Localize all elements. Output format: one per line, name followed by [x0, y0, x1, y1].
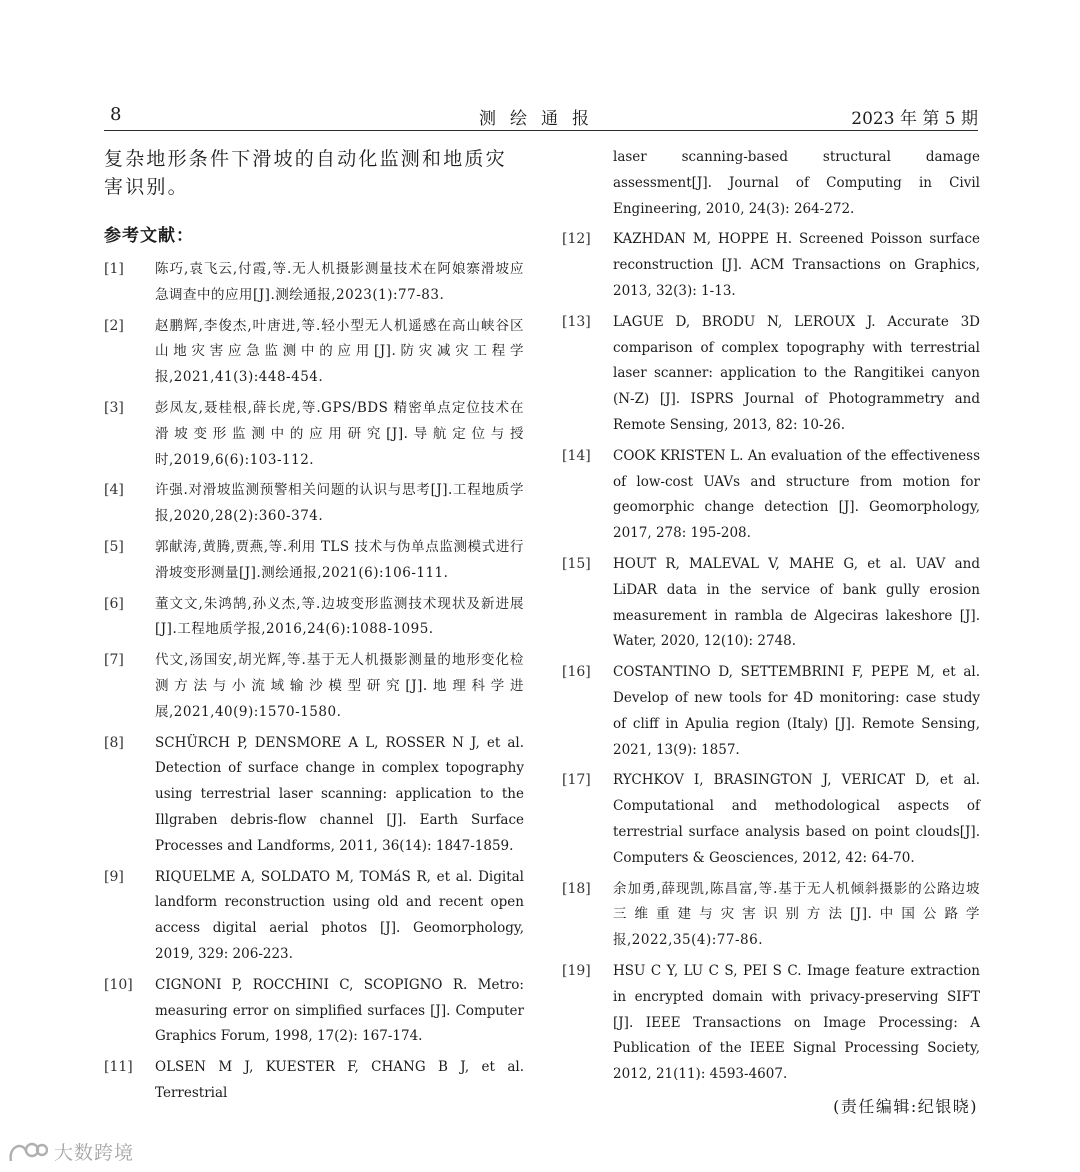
reference-item: [562, 444, 980, 547]
reference-text: LAGUE D, BRODU N, LEROUX J. Accurate 3D comparison of complex topography with terrestrial laser scanner: application to the Rangitikei canyon (N-Z) [J]. ISPRS Journal of Photogrammetry and Remote Sensing, 2013, 82: 10-26.: [613, 313, 980, 433]
reference-number: [5]: [104, 538, 124, 555]
reference-text: HOUT R, MALEVAL V, MAHE G, et al. UAV and LiDAR data in the service of bank gully erosion measurement in rambla de Algeciras lakeshore [J]. Water, 2020, 12(10): 2748.: [613, 555, 980, 650]
reference-number: [19]: [562, 962, 591, 979]
reference-text: OLSEN M J, KUESTER F, CHANG B J, et al. Terrestrial: [155, 1059, 524, 1101]
reference-item: [104, 648, 524, 725]
reference-text: 郭献涛,黄腾,贾燕,等.利用 TLS 技术与伪单点监测模式进行滑坡变形测量[J].测绘通报,2021(6):106-111.: [155, 538, 524, 581]
reference-number: [3]: [104, 399, 124, 416]
reference-text: 陈巧,袁飞云,付霞,等.无人机摄影测量技术在阿娘寨滑坡应急调查中的应用[J].测绘通报,2023(1):77-83.: [155, 261, 524, 303]
reference-item: [104, 314, 524, 391]
page-header: [104, 100, 978, 130]
reference-text: 赵鹏辉,李俊杰,叶唐进,等.轻小型无人机遥感在高山峡谷区山地灾害应急监测中的应用[J].防灾减灾工程学报,2021,41(3):448-454.: [155, 317, 524, 386]
watermark: [8, 1138, 134, 1165]
watermark-text: 大数跨境: [54, 1142, 135, 1164]
references-title: 参考文献：: [104, 226, 194, 246]
right-column: [562, 145, 980, 1117]
reference-item: [104, 592, 524, 644]
reference-text: 余加勇,薛现凯,陈昌富,等.基于无人机倾斜摄影的公路边坡三维重建与灾害识别方法[J].中国公路学报,2022,35(4):77-86.: [613, 880, 980, 949]
reference-item: [104, 396, 524, 473]
reference-text: 董文文,朱鸿鹄,孙义杰,等.边坡变形监测技术现状及新进展[J].工程地质学报,2016,24(6):1088-1095.: [155, 595, 524, 638]
reference-item: [562, 227, 980, 304]
reference-item: [562, 959, 980, 1088]
reference-item: [562, 877, 980, 954]
reference-number: [10]: [104, 976, 133, 993]
reference-text: COSTANTINO D, SETTEMBRINI F, PEPE M, et al. Develop of new tools for 4D monitoring: case study of cliff in Apulia region (Italy) [J]. Remote Sensing, 2021, 13(9): 1857.: [613, 664, 980, 758]
reference-text: SCHÜRCH P, DENSMORE A L, ROSSER N J, et al. Detection of surface change in complex topography using terrestrial laser scanning: application to the Illgraben debris-flow channel [J]. Earth Surface Processes and Landforms, 2011, 36(14): 1847-1859.: [155, 734, 524, 854]
reference-item: [104, 973, 524, 1050]
intro-text: 复杂地形条件下滑坡的自动化监测和地质灾害识别。: [104, 148, 507, 198]
reference-text: KAZHDAN M, HOPPE H. Screened Poisson surface reconstruction [J]. ACM Transactions on Graphics, 2013, 32(3): 1-13.: [613, 231, 980, 299]
reference-text: CIGNONI P, ROCCHINI C, SCOPIGNO R. Metro: measuring error on simplified surfaces [J]. Computer Graphics Forum, 1998, 17(2): 167-174.: [155, 976, 524, 1045]
reference-text: COOK KRISTEN L. An evaluation of the effectiveness of low-cost UAVs and structure from motion for geomorphic change detection [J]. Geomorphology, 2017, 278: 195-208.: [613, 447, 980, 542]
reference-number: [6]: [104, 595, 124, 612]
reference-number: [2]: [104, 317, 124, 334]
reference-text: laser scanning-based structural damage assessment[J]. Journal of Computing in Civil Engineering, 2010, 24(3): 264-272.: [613, 149, 980, 217]
reference-number: [15]: [562, 555, 591, 572]
reference-number: [13]: [562, 313, 591, 330]
page-number: 8: [110, 104, 122, 125]
reference-item: [562, 552, 980, 655]
reference-number: [12]: [562, 231, 591, 248]
reference-item: [104, 1055, 524, 1107]
reference-text: 许强.对滑坡监测预警相关问题的认识与思考[J].工程地质学报,2020,28(2):360-374.: [155, 482, 524, 525]
watermark-logo-icon: [8, 1139, 48, 1165]
reference-continuation: [562, 145, 980, 222]
reference-number: [17]: [562, 772, 591, 789]
reference-number: [14]: [562, 447, 591, 464]
reference-number: [4]: [104, 482, 124, 499]
editor-credit: (责任编辑:纪银晓): [833, 1096, 978, 1116]
reference-number: [18]: [562, 880, 591, 897]
reference-number: [9]: [104, 868, 124, 885]
reference-text: 代文,汤国安,胡光辉,等.基于无人机摄影测量的地形变化检测方法与小流域输沙模型研究[J].地理科学进展,2021,40(9):1570-1580.: [155, 652, 524, 720]
reference-text: 彭凤友,聂桂根,薛长虎,等.GPS/BDS 精密单点定位技术在滑坡变形监测中的应用研究[J].导航定位与授时,2019,6(6):103-112.: [155, 399, 524, 468]
reference-item: [562, 310, 980, 439]
reference-item: [562, 660, 980, 763]
reference-number: [16]: [562, 664, 591, 681]
reference-number: [8]: [104, 734, 124, 751]
issue-label: 2023 年 第 5 期: [851, 109, 978, 129]
reference-item: [562, 768, 980, 871]
reference-item: [104, 731, 524, 860]
reference-item: [104, 865, 524, 968]
journal-title: 测绘通报: [479, 109, 603, 129]
left-column: [104, 145, 524, 1112]
header-rule: [104, 130, 978, 131]
reference-item: [104, 478, 524, 530]
reference-text: HSU C Y, LU C S, PEI S C. Image feature extraction in encrypted domain with privacy-preserving SIFT [J]. IEEE Transactions on Image Processing: A Publication of the IEEE Signal Processing Society, 2012, 21(11): 4593-4607.: [613, 962, 980, 1083]
reference-item: [104, 535, 524, 587]
reference-item: [104, 257, 524, 309]
reference-text: RYCHKOV I, BRASINGTON J, VERICAT D, et al. Computational and methodological aspects of terrestrial surface analysis based on point clouds[J]. Computers & Geosciences, 2012, 42: 64-70.: [613, 772, 980, 866]
reference-number: [11]: [104, 1059, 133, 1076]
reference-number: [7]: [104, 652, 124, 669]
reference-number: [1]: [104, 261, 124, 277]
reference-text: RIQUELME A, SOLDATO M, TOMáS R, et al. Digital landform reconstruction using old and recent open access digital aerial photos [J]. Geomorphology, 2019, 329: 206-223.: [155, 868, 524, 962]
